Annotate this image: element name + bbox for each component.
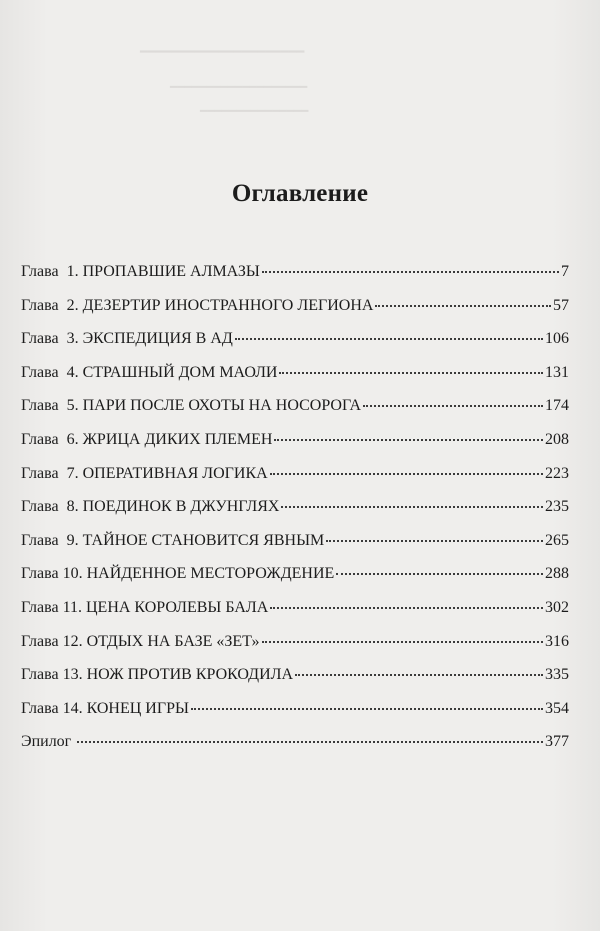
toc-entry: [21, 564, 569, 598]
dot-leader: [270, 472, 543, 475]
toc-entry: [21, 262, 569, 296]
dot-leader: [295, 673, 543, 676]
chapter-number: Глава 12.: [21, 632, 83, 650]
chapter-number: Глава 11.: [21, 598, 82, 616]
page-number: 208: [545, 430, 569, 448]
page-number: 106: [545, 330, 569, 348]
page-number: 316: [545, 632, 569, 650]
table-of-contents: [21, 262, 569, 766]
chapter-number: Глава 7.: [21, 464, 79, 482]
chapter-title: ЭКСПЕДИЦИЯ В АД: [82, 330, 233, 348]
page-number: 354: [545, 699, 569, 717]
chapter-title: ПРОПАВШИЕ АЛМАЗЫ: [82, 263, 260, 280]
dot-leader: [363, 404, 543, 407]
page-title: Оглавление: [231, 180, 369, 207]
dot-leader: [281, 505, 543, 508]
toc-entry: [21, 296, 569, 330]
chapter-title: СТРАШНЫЙ ДОМ МАОЛИ: [82, 363, 278, 381]
chapter-number: Глава 14.: [21, 699, 83, 717]
chapter-number: Глава 8.: [21, 498, 79, 516]
chapter-title: ЖРИЦА ДИКИХ ПЛЕМЕН: [82, 430, 273, 448]
dot-leader: [262, 270, 559, 273]
show-through-text: ━━━━━━━━━━━━━━━━━━━: [170, 80, 308, 94]
toc-entry: [21, 363, 569, 397]
dot-leader: [77, 740, 543, 743]
chapter-title: ЦЕНА КОРОЛЕВЫ БАЛА: [85, 598, 269, 616]
dot-leader: [191, 707, 543, 710]
chapter-title: ДЕЗЕРТИР ИНОСТРАННОГО ЛЕГИОНА: [82, 296, 374, 314]
toc-entry: [21, 497, 569, 531]
chapter-title: НАЙДЕННОЕ МЕСТОРОЖДЕНИЕ: [86, 565, 335, 583]
chapter-title: КОНЕЦ ИГРЫ: [86, 699, 189, 717]
page-number: 377: [545, 733, 569, 751]
page-number: 223: [545, 464, 569, 482]
page-number: 57: [553, 296, 569, 314]
page-number: 131: [545, 363, 569, 381]
page-number: 7: [561, 263, 569, 280]
page-number: 265: [545, 531, 569, 549]
show-through-text: ━━━━━━━━━━━━━━━: [200, 104, 309, 118]
chapter-title: ОПЕРАТИВНАЯ ЛОГИКА: [82, 464, 268, 482]
toc-entry: [21, 665, 569, 699]
toc-entry: [21, 598, 569, 632]
page-number: 235: [545, 498, 569, 516]
dot-leader: [262, 640, 544, 643]
toc-entry: [21, 396, 569, 430]
chapter-number: Глава 13.: [21, 666, 83, 684]
chapter-title: ТАЙНОЕ СТАНОВИТСЯ ЯВНЫМ: [82, 531, 325, 549]
dot-leader: [270, 606, 543, 609]
show-through-text: ━━━━━━━━━━━━━━━━━━━━━: [140, 44, 305, 59]
toc-entry: [21, 699, 569, 733]
chapter-number: Эпилог: [21, 733, 72, 751]
chapter-number: Глава 2.: [21, 296, 79, 314]
page-number: 335: [545, 666, 569, 684]
chapter-number: Глава 4.: [21, 363, 79, 381]
toc-entry: [21, 430, 569, 464]
toc-entry: [21, 464, 569, 498]
dot-leader: [326, 539, 543, 542]
dot-leader: [336, 572, 543, 575]
chapter-number: Глава 5.: [21, 397, 79, 415]
chapter-title: ОТДЫХ НА БАЗЕ «ЗЕТ»: [86, 632, 260, 650]
dot-leader: [235, 337, 543, 340]
dot-leader: [279, 371, 543, 374]
dot-leader: [274, 438, 543, 441]
chapter-title: ПАРИ ПОСЛЕ ОХОТЫ НА НОСОРОГА: [82, 397, 362, 415]
toc-entry: [21, 632, 569, 666]
page-number: 174: [545, 397, 569, 415]
chapter-number: Глава 9.: [21, 531, 79, 549]
dot-leader: [375, 304, 551, 307]
chapter-title: НОЖ ПРОТИВ КРОКОДИЛА: [86, 666, 294, 684]
chapter-number: Глава 1.: [21, 263, 79, 280]
toc-entry: [21, 329, 569, 363]
chapter-number: Глава 10.: [21, 565, 83, 583]
toc-entry: [21, 732, 569, 766]
page-number: 302: [545, 598, 569, 616]
page-number: 288: [545, 565, 569, 583]
chapter-number: Глава 6.: [21, 430, 79, 448]
chapter-number: Глава 3.: [21, 330, 79, 348]
toc-entry: [21, 531, 569, 565]
chapter-title: ПОЕДИНОК В ДЖУНГЛЯХ: [82, 498, 280, 516]
